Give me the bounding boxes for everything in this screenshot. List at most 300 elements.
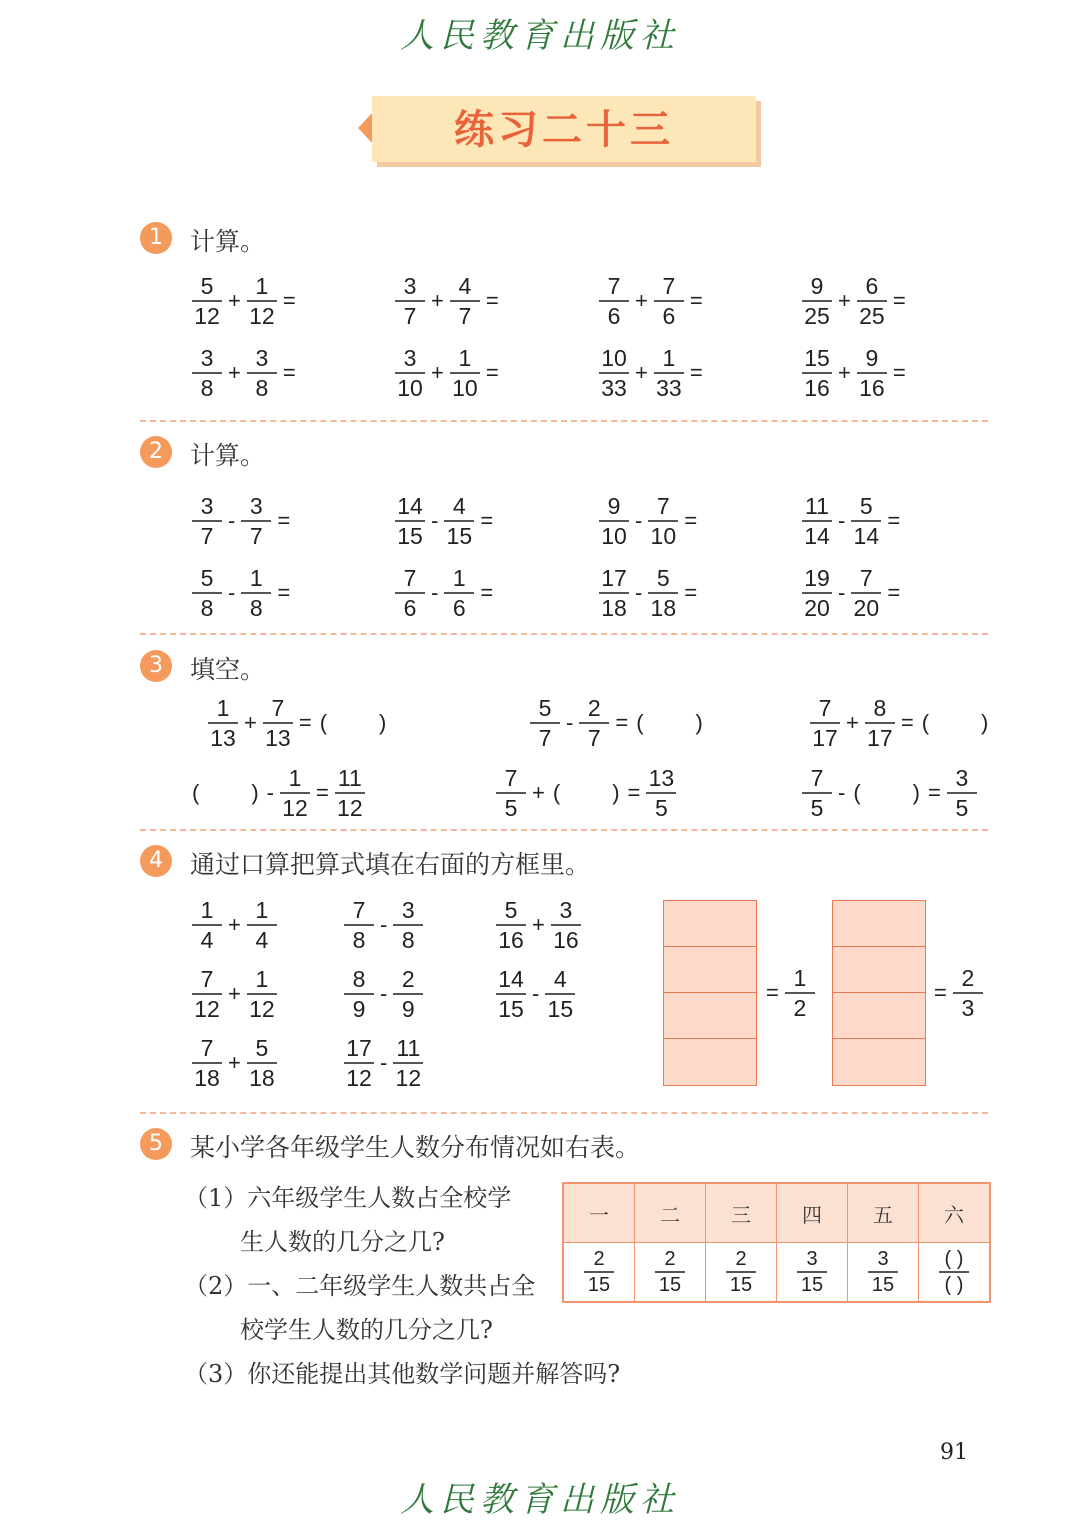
grade-fraction xyxy=(848,1243,919,1303)
denominator: 6 xyxy=(403,595,417,621)
numerator: 7 xyxy=(403,565,417,591)
mental-math-expression xyxy=(190,896,279,954)
denominator: 7 xyxy=(538,725,552,751)
numerator: 11 xyxy=(805,493,829,519)
fraction xyxy=(393,1034,423,1092)
denominator: 18 xyxy=(601,595,627,621)
grade-fraction xyxy=(563,1243,635,1303)
fraction xyxy=(393,896,423,954)
grade-header: 一 xyxy=(563,1183,635,1243)
operator: + xyxy=(228,912,241,937)
operator: + xyxy=(244,710,257,735)
sub-question-1: （1）六年级学生人数占全校学 xyxy=(184,1184,512,1212)
denominator: 33 xyxy=(601,375,627,401)
fraction xyxy=(395,272,425,330)
question-4-text: 通过口算把算式填在右面的方框里。 xyxy=(190,850,591,879)
numerator: 5 xyxy=(255,1035,269,1061)
denominator: ( ) xyxy=(944,1274,964,1296)
numerator: 3 xyxy=(249,493,263,519)
numerator: 13 xyxy=(648,765,675,791)
answer-box-cell[interactable] xyxy=(833,947,925,993)
question-number-4: 4 xyxy=(140,845,172,877)
fraction xyxy=(450,344,480,402)
fraction xyxy=(496,764,526,822)
numerator: 1 xyxy=(452,565,466,591)
fraction xyxy=(599,564,629,622)
fraction xyxy=(247,965,277,1023)
sub-question-2: （2）一、二年级学生人数共占全 xyxy=(184,1272,536,1300)
question-number-2: 2 xyxy=(140,436,172,468)
denominator: 8 xyxy=(200,595,214,621)
fraction xyxy=(648,492,678,550)
mental-math-expression xyxy=(494,965,577,1023)
numerator: 9 xyxy=(810,273,824,299)
operator: - xyxy=(228,580,236,605)
numerator: 3 xyxy=(200,345,214,371)
numerator: 2 xyxy=(735,1248,747,1270)
answer-box-cell[interactable] xyxy=(664,993,756,1039)
expression: $\frac{19}{20}$ - $\frac{7}{20}$ = xyxy=(800,564,904,622)
numerator: 1 xyxy=(793,965,807,991)
expression: $\frac{9}{10}$ - $\frac{7}{10}$ = xyxy=(597,492,701,550)
operator: + xyxy=(228,1050,241,1075)
publisher-watermark-bottom: 人民教育出版社 xyxy=(400,1480,680,1520)
numerator: 7 xyxy=(818,695,832,721)
fraction xyxy=(450,272,480,330)
fraction xyxy=(530,694,560,752)
denominator: 16 xyxy=(498,927,524,953)
numerator: 6 xyxy=(865,273,879,299)
operator: + xyxy=(431,288,444,313)
answer-box-cell[interactable] xyxy=(664,947,756,993)
fraction xyxy=(344,965,374,1023)
numerator: 1 xyxy=(255,273,269,299)
denominator: 15 xyxy=(871,1274,895,1296)
denominator: 15 xyxy=(587,1274,611,1296)
operator: - xyxy=(431,508,439,533)
denominator: 15 xyxy=(800,1274,824,1296)
question-1-text: 计算。 xyxy=(190,227,266,256)
expression: $\frac{9}{25}$ + $\frac{6}{25}$ = xyxy=(800,272,910,330)
denominator: 12 xyxy=(346,1065,372,1091)
denominator: 20 xyxy=(804,595,830,621)
expression: $\frac{5}{8}$ - $\frac{1}{8}$ = xyxy=(190,564,294,622)
fraction xyxy=(263,694,293,752)
denominator: 4 xyxy=(255,927,269,953)
expression: $\frac{3}{10}$ + $\frac{1}{10}$ = xyxy=(393,344,503,402)
numerator: 1 xyxy=(288,765,302,791)
numerator: 7 xyxy=(271,695,285,721)
numerator: 7 xyxy=(200,966,214,992)
operator: - xyxy=(532,981,540,1006)
answer-box-cell[interactable] xyxy=(833,993,925,1039)
fraction xyxy=(579,694,609,752)
answer-box-cell[interactable] xyxy=(833,901,925,947)
denominator: 12 xyxy=(249,996,275,1022)
denominator: 15 xyxy=(397,523,423,549)
numerator: 2 xyxy=(961,965,975,991)
operator: + xyxy=(228,981,241,1006)
denominator: 12 xyxy=(249,303,275,329)
fraction xyxy=(192,492,222,550)
fraction xyxy=(192,1034,222,1092)
operator: + xyxy=(228,288,241,313)
fraction xyxy=(192,272,222,330)
numerator: 11 xyxy=(337,765,362,791)
fraction xyxy=(395,492,425,550)
sub-question-3: （3）你还能提出其他数学问题并解答吗? xyxy=(184,1360,621,1388)
numerator: 9 xyxy=(865,345,879,371)
fraction xyxy=(802,564,832,622)
numerator: 2 xyxy=(401,966,415,992)
numerator: 7 xyxy=(200,1035,214,1061)
denominator: 18 xyxy=(650,595,677,621)
denominator: 25 xyxy=(804,303,830,329)
fraction xyxy=(280,764,310,822)
denominator: 13 xyxy=(265,725,291,751)
numerator: 11 xyxy=(396,1035,421,1061)
fraction xyxy=(851,564,881,622)
operator: + xyxy=(846,710,859,735)
denominator: 7 xyxy=(458,303,472,329)
denominator: 15 xyxy=(658,1274,682,1296)
operator: - xyxy=(635,508,643,533)
denominator: 9 xyxy=(352,996,366,1022)
question-number-1: 1 xyxy=(140,222,172,254)
fraction xyxy=(857,344,887,402)
numerator: 10 xyxy=(601,345,627,371)
mental-math-expression xyxy=(494,896,583,954)
denominator: 17 xyxy=(867,725,893,751)
numerator: 17 xyxy=(601,565,627,591)
numerator: 3 xyxy=(877,1248,889,1270)
answer-box-stack-1[interactable] xyxy=(663,900,757,1086)
numerator: 3 xyxy=(806,1248,818,1270)
numerator: 7 xyxy=(656,493,670,519)
fraction xyxy=(344,896,374,954)
expression: $\frac{11}{14}$ - $\frac{5}{14}$ = xyxy=(800,492,904,550)
fill-blank-expression: $\frac{7}{5}$ + ( ) = $\frac{13}{5}$ xyxy=(494,764,678,822)
numerator: 3 xyxy=(200,493,214,519)
divider xyxy=(140,633,988,635)
expression: $\frac{5}{12}$ + $\frac{1}{12}$ = xyxy=(190,272,300,330)
expression: $\frac{7}{6}$ - $\frac{1}{6}$ = xyxy=(393,564,497,622)
operator: + xyxy=(228,360,241,385)
box-2-result: = $\frac{2}{3}$ xyxy=(930,964,985,1022)
grade-fraction xyxy=(706,1243,777,1303)
operator: + xyxy=(635,360,648,385)
fraction xyxy=(395,344,425,402)
fraction xyxy=(335,764,365,822)
operator: + xyxy=(635,288,648,313)
fraction xyxy=(247,272,277,330)
expression: $\frac{3}{7}$ + $\frac{4}{7}$ = xyxy=(393,272,503,330)
mental-math-expression xyxy=(342,896,425,954)
fraction xyxy=(599,344,629,402)
numerator: 5 xyxy=(859,493,873,519)
fraction xyxy=(192,896,222,954)
denominator: 7 xyxy=(249,523,263,549)
fraction xyxy=(654,344,684,402)
fraction xyxy=(648,564,678,622)
numerator: 9 xyxy=(607,493,621,519)
operator: + xyxy=(431,360,444,385)
denominator: 10 xyxy=(397,375,423,401)
expression: $\frac{3}{8}$ + $\frac{3}{8}$ = xyxy=(190,344,300,402)
fraction xyxy=(241,564,271,622)
page-number: 91 xyxy=(940,1440,968,1465)
grade-fraction xyxy=(635,1243,706,1303)
grade-header: 三 xyxy=(706,1183,777,1243)
denominator: 16 xyxy=(804,375,830,401)
denominator: 6 xyxy=(452,595,466,621)
answer-blank-cell[interactable] xyxy=(919,1243,991,1303)
grade-distribution-table xyxy=(562,1182,991,1303)
numerator: 3 xyxy=(955,765,969,791)
fraction xyxy=(865,694,895,752)
publisher-watermark-top: 人民教育出版社 xyxy=(400,16,680,56)
grade-header: 五 xyxy=(848,1183,919,1243)
denominator: 2 xyxy=(793,995,807,1021)
numerator: 1 xyxy=(216,695,230,721)
sub-question-2-cont: 校学生人数的几分之几? xyxy=(240,1316,493,1344)
fraction xyxy=(599,272,629,330)
denominator: 17 xyxy=(812,725,838,751)
denominator: 12 xyxy=(395,1065,422,1091)
fraction xyxy=(857,272,887,330)
numerator: 4 xyxy=(458,273,472,299)
numerator: 3 xyxy=(255,345,269,371)
denominator: 7 xyxy=(200,523,214,549)
denominator: 15 xyxy=(498,996,524,1022)
denominator: 12 xyxy=(282,795,308,821)
fraction xyxy=(444,564,474,622)
numerator: ( ) xyxy=(944,1248,964,1270)
denominator: 8 xyxy=(352,927,366,953)
fraction xyxy=(444,492,474,550)
numerator: 2 xyxy=(593,1248,605,1270)
numerator: 5 xyxy=(538,695,552,721)
fraction xyxy=(599,492,629,550)
question-5-text: 某小学各年级学生人数分布情况如右表。 xyxy=(190,1133,641,1162)
mental-math-expression xyxy=(190,1034,279,1092)
question-3-text: 填空。 xyxy=(190,655,266,684)
numerator: 4 xyxy=(553,966,567,992)
operator: + xyxy=(838,360,851,385)
numerator: 3 xyxy=(401,897,415,923)
fill-blank-expression: ( ) - $\frac{1}{12}$ = $\frac{11}{12}$ xyxy=(188,764,367,822)
operator: - xyxy=(380,1050,388,1075)
numerator: 14 xyxy=(498,966,524,992)
numerator: 1 xyxy=(255,966,269,992)
numerator: 5 xyxy=(200,273,214,299)
question-2-text: 计算。 xyxy=(190,441,266,470)
denominator: 12 xyxy=(194,303,220,329)
numerator: 1 xyxy=(662,345,676,371)
denominator: 14 xyxy=(853,523,880,549)
numerator: 19 xyxy=(804,565,830,591)
numerator: 7 xyxy=(352,897,366,923)
expression: $\frac{17}{18}$ - $\frac{5}{18}$ = xyxy=(597,564,701,622)
answer-box-cell[interactable] xyxy=(664,1039,756,1084)
denominator: 7 xyxy=(403,303,417,329)
denominator: 10 xyxy=(601,523,627,549)
denominator: 5 xyxy=(654,795,668,821)
fraction xyxy=(344,1034,374,1092)
expression: $\frac{14}{15}$ - $\frac{4}{15}$ = xyxy=(393,492,497,550)
numerator: 7 xyxy=(810,765,824,791)
fill-blank-expression: $\frac{1}{13}$ + $\frac{7}{13}$ = ( ) xyxy=(206,694,390,752)
fraction xyxy=(247,1034,277,1092)
fraction xyxy=(247,896,277,954)
expression: $\frac{3}{7}$ - $\frac{3}{7}$ = xyxy=(190,492,294,550)
fraction xyxy=(192,344,222,402)
answer-box-stack-2[interactable] xyxy=(832,900,926,1086)
denominator: 4 xyxy=(200,927,214,953)
numerator: 1 xyxy=(458,345,472,371)
fraction xyxy=(802,344,832,402)
numerator: 4 xyxy=(452,493,466,519)
numerator: 3 xyxy=(403,345,417,371)
page-title: 练习二十三 xyxy=(454,106,674,153)
denominator: 8 xyxy=(401,927,415,953)
denominator: 15 xyxy=(446,523,473,549)
denominator: 13 xyxy=(210,725,236,751)
numerator: 17 xyxy=(346,1035,372,1061)
denominator: 6 xyxy=(607,303,621,329)
expression: $\frac{15}{16}$ + $\frac{9}{16}$ = xyxy=(800,344,910,402)
denominator: 14 xyxy=(804,523,830,549)
numerator: 15 xyxy=(804,345,830,371)
fraction xyxy=(496,896,526,954)
fraction xyxy=(545,965,575,1023)
numerator: 1 xyxy=(200,897,214,923)
denominator: 8 xyxy=(249,595,263,621)
numerator: 7 xyxy=(662,273,676,299)
denominator: 12 xyxy=(337,795,363,821)
divider xyxy=(140,829,988,831)
denominator: 9 xyxy=(401,996,415,1022)
operator: - xyxy=(380,981,388,1006)
grade-fraction xyxy=(777,1243,848,1303)
denominator: 10 xyxy=(650,523,677,549)
numerator: 1 xyxy=(249,565,263,591)
denominator: 3 xyxy=(961,995,975,1021)
numerator: 7 xyxy=(607,273,621,299)
numerator: 2 xyxy=(664,1248,676,1270)
operator: - xyxy=(838,580,846,605)
numerator: 3 xyxy=(559,897,573,923)
operator: - xyxy=(566,710,574,735)
divider xyxy=(140,1112,988,1114)
sub-question-1-cont: 生人数的几分之几? xyxy=(240,1228,445,1256)
numerator: 8 xyxy=(352,966,366,992)
question-number-5: 5 xyxy=(140,1128,172,1160)
divider xyxy=(140,420,988,422)
mental-math-expression xyxy=(190,965,279,1023)
fraction xyxy=(654,272,684,330)
numerator: 5 xyxy=(656,565,670,591)
denominator: 5 xyxy=(810,795,824,821)
operator: - xyxy=(431,580,439,605)
denominator: 18 xyxy=(194,1065,220,1091)
denominator: 6 xyxy=(662,303,676,329)
denominator: 8 xyxy=(200,375,214,401)
operator: - xyxy=(838,508,846,533)
fraction xyxy=(247,344,277,402)
fraction xyxy=(646,764,676,822)
denominator: 18 xyxy=(249,1065,275,1091)
answer-box-cell[interactable] xyxy=(833,1039,925,1084)
numerator: 7 xyxy=(859,565,873,591)
numerator: 2 xyxy=(587,695,601,721)
numerator: 3 xyxy=(403,273,417,299)
denominator: 16 xyxy=(553,927,579,953)
denominator: 8 xyxy=(255,375,269,401)
numerator: 5 xyxy=(200,565,214,591)
denominator: 15 xyxy=(729,1274,753,1296)
denominator: 10 xyxy=(452,375,478,401)
expression: $\frac{7}{6}$ + $\frac{7}{6}$ = xyxy=(597,272,707,330)
operator: - xyxy=(380,912,388,937)
denominator: 16 xyxy=(859,375,885,401)
fraction xyxy=(192,965,222,1023)
fill-blank-expression: $\frac{7}{5}$ - ( ) = $\frac{3}{5}$ xyxy=(800,764,979,822)
fraction xyxy=(802,272,832,330)
fraction xyxy=(851,492,881,550)
operator: + xyxy=(838,288,851,313)
fraction xyxy=(810,694,840,752)
fraction xyxy=(393,965,423,1023)
numerator: 1 xyxy=(255,897,269,923)
fill-blank-expression: $\frac{5}{7}$ - $\frac{2}{7}$ = ( ) xyxy=(528,694,707,752)
denominator: 33 xyxy=(656,375,682,401)
denominator: 25 xyxy=(859,303,885,329)
fraction xyxy=(551,896,581,954)
numerator: 8 xyxy=(873,695,887,721)
operator: - xyxy=(228,508,236,533)
denominator: 5 xyxy=(955,795,969,821)
fraction xyxy=(241,492,271,550)
mental-math-expression xyxy=(342,1034,425,1092)
numerator: 7 xyxy=(504,765,518,791)
fraction xyxy=(947,764,977,822)
fraction xyxy=(496,965,526,1023)
operator: + xyxy=(532,912,545,937)
fraction xyxy=(802,764,832,822)
fraction xyxy=(802,492,832,550)
numerator: 5 xyxy=(504,897,518,923)
denominator: 12 xyxy=(194,996,220,1022)
expression: $\frac{10}{33}$ + $\frac{1}{33}$ = xyxy=(597,344,707,402)
denominator: 5 xyxy=(504,795,518,821)
grade-header: 六 xyxy=(919,1183,991,1243)
box-1-result: = $\frac{1}{2}$ xyxy=(762,964,817,1022)
fill-blank-expression: $\frac{7}{17}$ + $\frac{8}{17}$ = ( ) xyxy=(808,694,992,752)
operator: - xyxy=(635,580,643,605)
fraction xyxy=(395,564,425,622)
grade-header: 四 xyxy=(777,1183,848,1243)
denominator: 15 xyxy=(547,996,574,1022)
denominator: 20 xyxy=(853,595,880,621)
fraction xyxy=(208,694,238,752)
question-number-3: 3 xyxy=(140,650,172,682)
grade-header: 二 xyxy=(635,1183,706,1243)
numerator: 14 xyxy=(397,493,423,519)
answer-box-cell[interactable] xyxy=(664,901,756,947)
mental-math-expression xyxy=(342,965,425,1023)
fraction xyxy=(192,564,222,622)
